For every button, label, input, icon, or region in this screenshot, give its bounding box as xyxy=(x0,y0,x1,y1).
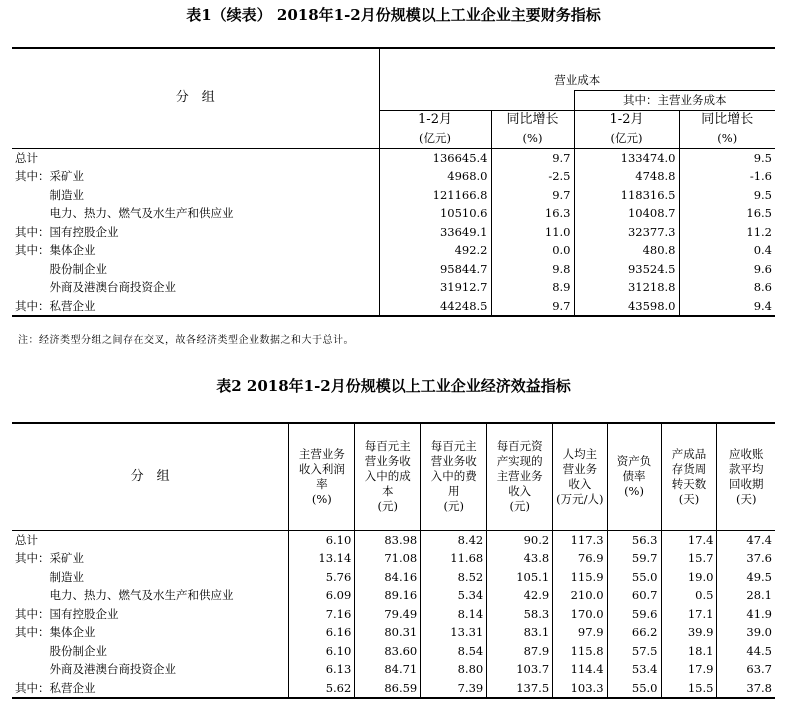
period-header: 1-2月 xyxy=(379,110,491,129)
row-label: 其中：集体企业 xyxy=(15,625,96,639)
cell-value: 56.3 xyxy=(607,530,661,549)
cell-value: 115.9 xyxy=(553,568,607,587)
column-header-line: (元) xyxy=(377,499,399,514)
cell-value: 9.5 xyxy=(679,148,775,167)
cell-value: 15.7 xyxy=(661,549,717,568)
column-header-line: 收入利润 xyxy=(298,461,345,476)
cell-value: 84.16 xyxy=(355,568,421,587)
table-row xyxy=(12,679,775,699)
column-header-line: 每百元资 xyxy=(496,439,543,454)
cell-value: 8.6 xyxy=(679,278,775,297)
table-row xyxy=(12,549,775,568)
cell-value: 16.5 xyxy=(679,204,775,223)
cell-value: 18.1 xyxy=(661,642,717,661)
row-label: 股份制企业 xyxy=(15,261,107,276)
cell-value: 66.2 xyxy=(607,623,661,642)
cell-value: 58.3 xyxy=(487,605,553,624)
column-header-line: 收入 xyxy=(508,484,532,499)
column-header-line: 产实现的 xyxy=(496,454,543,469)
cell-value: 97.9 xyxy=(553,623,607,642)
column-header-line: 收入 xyxy=(568,476,592,491)
column-header-line: 营业务收 xyxy=(430,454,477,469)
row-label: 总计 xyxy=(15,150,38,165)
column-header-line: 入中的成 xyxy=(364,469,411,484)
cell-value: 93524.5 xyxy=(574,260,679,279)
column-header-line: (天) xyxy=(735,491,757,506)
cell-value: 4748.8 xyxy=(574,167,679,186)
cell-value: 71.08 xyxy=(355,549,421,568)
cell-value: 63.7 xyxy=(717,660,775,679)
yoy-header: 同比增长 xyxy=(491,110,574,129)
cell-value: 44.5 xyxy=(717,642,775,661)
column-header xyxy=(421,423,487,530)
column-header-line: 用 xyxy=(447,484,460,499)
cell-value: 39.9 xyxy=(661,623,717,642)
period-header: 1-2月 xyxy=(574,110,679,129)
column-header xyxy=(717,423,775,530)
cell-value: 8.54 xyxy=(421,642,487,661)
cell-value: 44248.5 xyxy=(379,297,491,317)
column-header-line: (万元/人) xyxy=(556,491,604,506)
row-label: 外商及港澳台商投资企业 xyxy=(15,662,176,676)
table-row xyxy=(12,568,775,587)
cell-value: 5.34 xyxy=(421,586,487,605)
row-label: 其中：私营企业 xyxy=(15,298,96,313)
cell-value: 6.10 xyxy=(289,530,355,549)
cell-value: 87.9 xyxy=(487,642,553,661)
unit-header: (%) xyxy=(679,129,775,148)
cell-value: 43598.0 xyxy=(574,297,679,317)
cell-value: 15.5 xyxy=(661,679,717,699)
cell-value: 8.52 xyxy=(421,568,487,587)
row-label: 其中：私营企业 xyxy=(15,680,96,695)
row-label: 电力、热力、燃气及水生产和供应业 xyxy=(15,588,234,602)
table-row xyxy=(12,297,775,317)
cell-value: 90.2 xyxy=(487,530,553,549)
cell-value: 79.49 xyxy=(355,605,421,624)
column-header-line: 营业务收 xyxy=(364,454,411,469)
cell-value: 6.10 xyxy=(289,642,355,661)
table-row xyxy=(12,605,775,624)
cell-value: 5.62 xyxy=(289,679,355,699)
cell-value: 0.5 xyxy=(661,586,717,605)
cell-value: 103.7 xyxy=(487,660,553,679)
cell-value: 136645.4 xyxy=(379,148,491,167)
table-row xyxy=(12,623,775,642)
cell-value: 8.9 xyxy=(491,278,574,297)
unit-header: (%) xyxy=(491,129,574,148)
cell-value: 60.7 xyxy=(607,586,661,605)
cell-value: 55.0 xyxy=(607,679,661,699)
cell-value: 114.4 xyxy=(553,660,607,679)
cell-value: 57.5 xyxy=(607,642,661,661)
row-label: 其中：国有控股企业 xyxy=(15,224,119,239)
cell-value: 5.76 xyxy=(289,568,355,587)
row-label: 总计 xyxy=(15,532,38,547)
cell-value: 13.14 xyxy=(289,549,355,568)
column-header-line: 转天数 xyxy=(671,476,707,491)
row-label: 制造业 xyxy=(15,569,84,584)
column-header-line: 率 xyxy=(316,476,328,491)
cell-value: 17.9 xyxy=(661,660,717,679)
cell-value: 86.59 xyxy=(355,679,421,699)
cell-value: 6.16 xyxy=(289,623,355,642)
cell-value: 6.13 xyxy=(289,660,355,679)
cell-value: 10408.7 xyxy=(574,204,679,223)
cell-value: 37.6 xyxy=(717,549,775,568)
cell-value: 80.31 xyxy=(355,623,421,642)
cell-value: 76.9 xyxy=(553,549,607,568)
cell-value: 10510.6 xyxy=(379,204,491,223)
cell-value: 9.4 xyxy=(679,297,775,317)
column-header-line: 本 xyxy=(382,484,394,499)
yoy-header: 同比增长 xyxy=(679,110,775,129)
table-row xyxy=(12,260,775,279)
table1 xyxy=(12,47,775,317)
cell-value: 43.8 xyxy=(487,549,553,568)
cell-value: 480.8 xyxy=(574,241,679,260)
cell-value: 9.5 xyxy=(679,186,775,205)
cell-value: 0.4 xyxy=(679,241,775,260)
cell-value: 31218.8 xyxy=(574,278,679,297)
column-header-line: (天) xyxy=(678,491,700,506)
cell-value: 105.1 xyxy=(487,568,553,587)
cell-value: 33649.1 xyxy=(379,223,491,242)
cell-value: 115.8 xyxy=(553,642,607,661)
table2 xyxy=(12,422,775,699)
cell-value: 118316.5 xyxy=(574,186,679,205)
footnote: 注：经济类型分组之间存在交叉，故各经济类型企业数据之和大于总计。 xyxy=(18,335,354,346)
cell-value: 83.98 xyxy=(355,530,421,549)
cell-value: 55.0 xyxy=(607,568,661,587)
cell-value: 9.6 xyxy=(679,260,775,279)
cell-value: 8.42 xyxy=(421,530,487,549)
table-row xyxy=(12,642,775,661)
cell-value: 103.3 xyxy=(553,679,607,699)
cell-value: 37.8 xyxy=(717,679,775,699)
cell-value: -2.5 xyxy=(491,167,574,186)
row-label: 其中：集体企业 xyxy=(15,243,96,257)
cell-value: 170.0 xyxy=(553,605,607,624)
main-cost-header: 其中：主营业务成本 xyxy=(574,91,775,111)
cell-value: 39.0 xyxy=(717,623,775,642)
row-label: 制造业 xyxy=(15,187,84,202)
column-header-line: 主营业务 xyxy=(298,446,345,461)
table2-title: 表2 2018年1-2月份规模以上工业企业经济效益指标 xyxy=(216,377,571,395)
row-label: 其中：国有控股企业 xyxy=(15,606,119,621)
cell-value: 6.09 xyxy=(289,586,355,605)
cell-value: 210.0 xyxy=(553,586,607,605)
row-label: 股份制企业 xyxy=(15,643,107,658)
cell-value: 137.5 xyxy=(487,679,553,699)
cell-value: 11.68 xyxy=(421,549,487,568)
table-row xyxy=(12,586,775,605)
column-header-line: 营业务 xyxy=(562,461,598,476)
unit-header: (亿元) xyxy=(574,129,679,148)
cell-value: 32377.3 xyxy=(574,223,679,242)
column-header-line: 入中的费 xyxy=(430,469,477,484)
column-header xyxy=(355,423,421,530)
cell-value: 492.2 xyxy=(379,241,491,260)
column-header-line: 人均主 xyxy=(562,446,598,461)
cell-value: 83.60 xyxy=(355,642,421,661)
column-header-line: 债率 xyxy=(622,469,646,484)
cell-value: 17.4 xyxy=(661,530,717,549)
column-header-line: (元) xyxy=(443,499,464,514)
cell-value: 8.14 xyxy=(421,605,487,624)
cell-value: 7.16 xyxy=(289,605,355,624)
table-row xyxy=(12,241,775,260)
cell-value: 11.2 xyxy=(679,223,775,242)
cell-value: 133474.0 xyxy=(574,148,679,167)
cell-value: 42.9 xyxy=(487,586,553,605)
cell-value: 117.3 xyxy=(553,530,607,549)
column-header-line: 产成品 xyxy=(671,446,707,461)
column-header-line: 应收账 xyxy=(728,446,764,461)
cell-value: 16.3 xyxy=(491,204,574,223)
cell-value: 53.4 xyxy=(607,660,661,679)
group-header: 分 组 xyxy=(130,469,170,485)
cell-value: 19.0 xyxy=(661,568,717,587)
cell-value: 13.31 xyxy=(421,623,487,642)
table1-title: 表1（续表） 2018年1-2月份规模以上工业企业主要财务指标 xyxy=(186,6,601,24)
cell-value: 11.0 xyxy=(491,223,574,242)
cell-value: 28.1 xyxy=(717,586,775,605)
cell-value: 121166.8 xyxy=(379,186,491,205)
column-header xyxy=(487,423,553,530)
cell-value: 95844.7 xyxy=(379,260,491,279)
unit-header: (亿元) xyxy=(379,129,491,148)
cell-value: 9.7 xyxy=(491,148,574,167)
cell-value: 59.7 xyxy=(607,549,661,568)
column-header-line: (%) xyxy=(311,491,332,506)
table-row xyxy=(12,204,775,223)
cell-value: 84.71 xyxy=(355,660,421,679)
cell-value: 17.1 xyxy=(661,605,717,624)
table-row xyxy=(12,530,775,549)
cell-value: 4968.0 xyxy=(379,167,491,186)
column-header-line: 资产负 xyxy=(616,454,652,469)
table-row xyxy=(12,148,775,167)
column-header-line: 回收期 xyxy=(728,476,764,491)
cell-value: 9.7 xyxy=(491,297,574,317)
row-label: 电力、热力、燃气及水生产和供应业 xyxy=(15,206,234,220)
cell-value: 83.1 xyxy=(487,623,553,642)
row-label: 其中：采矿业 xyxy=(15,169,84,183)
table-row xyxy=(12,167,775,186)
table-row xyxy=(12,186,775,205)
column-header-line: 款平均 xyxy=(728,461,764,476)
cell-value: 9.8 xyxy=(491,260,574,279)
column-header-line: (元) xyxy=(509,499,530,514)
column-header-line: 存货周 xyxy=(671,461,707,476)
table-row xyxy=(12,660,775,679)
group-header: 分 组 xyxy=(12,48,379,148)
cell-value: -1.6 xyxy=(679,167,775,186)
cell-value: 49.5 xyxy=(717,568,775,587)
row-label: 其中：采矿业 xyxy=(15,551,84,565)
cell-value: 7.39 xyxy=(421,679,487,699)
cell-value: 59.6 xyxy=(607,605,661,624)
cell-value: 0.0 xyxy=(491,241,574,260)
cell-value: 8.80 xyxy=(421,660,487,679)
column-header-line: 每百元主 xyxy=(430,439,477,454)
cell-value: 47.4 xyxy=(717,530,775,549)
table-row xyxy=(12,223,775,242)
table-row xyxy=(12,278,775,297)
column-header xyxy=(661,423,717,530)
column-header-line: 每百元主 xyxy=(364,439,411,454)
cell-value: 31912.7 xyxy=(379,278,491,297)
column-header-line: (%) xyxy=(624,484,644,499)
cell-value: 89.16 xyxy=(355,586,421,605)
column-header xyxy=(607,423,661,530)
column-header xyxy=(553,423,607,530)
row-label: 外商及港澳台商投资企业 xyxy=(15,280,176,294)
cell-value: 9.7 xyxy=(491,186,574,205)
column-header xyxy=(289,423,355,530)
cost-header: 营业成本 xyxy=(379,48,775,91)
column-header-line: 主营业务 xyxy=(496,469,543,484)
cell-value: 41.9 xyxy=(717,605,775,624)
